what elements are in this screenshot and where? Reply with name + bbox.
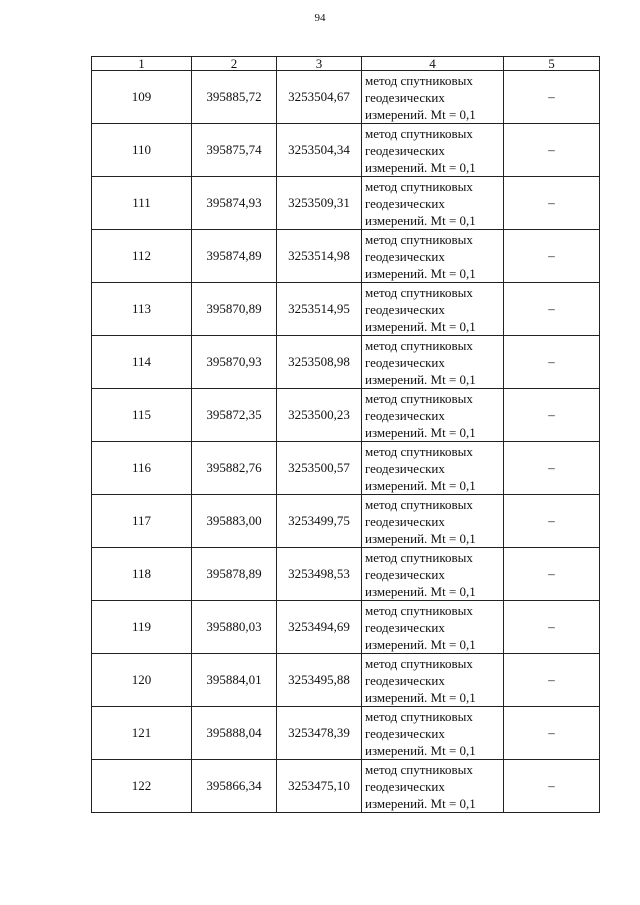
method-cell (362, 230, 504, 283)
method-line: геодезических (365, 619, 445, 635)
point-number-cell: 111 (92, 177, 192, 230)
method-line: измерений. Mt = 0,1 (365, 212, 476, 228)
method-line: геодезических (365, 566, 445, 582)
method-cell (362, 71, 504, 124)
column-header-5: 5 (504, 57, 600, 71)
point-number-cell: 109 (92, 71, 192, 124)
note-cell: – (504, 548, 600, 601)
x-coordinate-cell: 395878,89 (192, 548, 277, 601)
table-row (92, 654, 600, 707)
method-line: геодезических (365, 142, 445, 158)
y-coordinate-cell: 3253500,57 (277, 442, 362, 495)
table-row (92, 760, 600, 813)
method-line: геодезических (365, 248, 445, 264)
table-row (92, 442, 600, 495)
column-header-4: 4 (362, 57, 504, 71)
y-coordinate-cell: 3253499,75 (277, 495, 362, 548)
point-number-cell: 116 (92, 442, 192, 495)
method-line: метод спутниковых (365, 337, 473, 353)
point-number-cell: 119 (92, 601, 192, 654)
note-cell: – (504, 760, 600, 813)
method-line: метод спутниковых (365, 549, 473, 565)
page-number: 94 (314, 12, 326, 24)
y-coordinate-cell: 3253509,31 (277, 177, 362, 230)
method-line: геодезических (365, 778, 445, 794)
y-coordinate-cell: 3253504,67 (277, 71, 362, 124)
method-line: измерений. Mt = 0,1 (365, 636, 476, 652)
method-line: измерений. Mt = 0,1 (365, 265, 476, 281)
y-coordinate-cell: 3253498,53 (277, 548, 362, 601)
x-coordinate-cell: 395866,34 (192, 760, 277, 813)
y-coordinate-cell: 3253508,98 (277, 336, 362, 389)
table-row (92, 389, 600, 442)
method-line: метод спутниковых (365, 178, 473, 194)
method-line: геодезических (365, 195, 445, 211)
method-line: метод спутниковых (365, 655, 473, 671)
table-row (92, 230, 600, 283)
x-coordinate-cell: 395874,93 (192, 177, 277, 230)
method-line: измерений. Mt = 0,1 (365, 371, 476, 387)
note-cell: – (504, 230, 600, 283)
method-line: измерений. Mt = 0,1 (365, 424, 476, 440)
method-cell (362, 601, 504, 654)
note-cell: – (504, 654, 600, 707)
method-line: метод спутниковых (365, 761, 473, 777)
table-row (92, 707, 600, 760)
note-cell: – (504, 442, 600, 495)
point-number-cell: 112 (92, 230, 192, 283)
x-coordinate-cell: 395874,89 (192, 230, 277, 283)
method-line: метод спутниковых (365, 708, 473, 724)
table-row (92, 283, 600, 336)
method-line: метод спутниковых (365, 284, 473, 300)
method-cell (362, 548, 504, 601)
point-number-cell: 114 (92, 336, 192, 389)
x-coordinate-cell: 395870,89 (192, 283, 277, 336)
x-coordinate-cell: 395888,04 (192, 707, 277, 760)
note-cell: – (504, 707, 600, 760)
note-cell: – (504, 71, 600, 124)
point-number-cell: 115 (92, 389, 192, 442)
method-line: измерений. Mt = 0,1 (365, 795, 476, 811)
method-cell (362, 707, 504, 760)
y-coordinate-cell: 3253475,10 (277, 760, 362, 813)
note-cell: – (504, 124, 600, 177)
method-line: метод спутниковых (365, 602, 473, 618)
x-coordinate-cell: 395883,00 (192, 495, 277, 548)
method-line: геодезических (365, 672, 445, 688)
point-number-cell: 113 (92, 283, 192, 336)
note-cell: – (504, 601, 600, 654)
method-line: метод спутниковых (365, 125, 473, 141)
method-line: метод спутниковых (365, 390, 473, 406)
point-number-cell: 110 (92, 124, 192, 177)
method-line: геодезических (365, 513, 445, 529)
method-line: измерений. Mt = 0,1 (365, 742, 476, 758)
column-header-3: 3 (277, 57, 362, 71)
y-coordinate-cell: 3253500,23 (277, 389, 362, 442)
y-coordinate-cell: 3253514,98 (277, 230, 362, 283)
table-body (92, 71, 600, 813)
table-header-row (92, 57, 600, 71)
method-cell (362, 654, 504, 707)
method-line: измерений. Mt = 0,1 (365, 477, 476, 493)
y-coordinate-cell: 3253495,88 (277, 654, 362, 707)
table-row (92, 177, 600, 230)
table-row (92, 71, 600, 124)
y-coordinate-cell: 3253478,39 (277, 707, 362, 760)
method-line: измерений. Mt = 0,1 (365, 689, 476, 705)
note-cell: – (504, 283, 600, 336)
method-line: метод спутниковых (365, 231, 473, 247)
x-coordinate-cell: 395870,93 (192, 336, 277, 389)
method-line: измерений. Mt = 0,1 (365, 159, 476, 175)
coordinates-table (91, 56, 600, 813)
point-number-cell: 121 (92, 707, 192, 760)
method-line: метод спутниковых (365, 443, 473, 459)
method-line: измерений. Mt = 0,1 (365, 530, 476, 546)
method-cell (362, 177, 504, 230)
x-coordinate-cell: 395884,01 (192, 654, 277, 707)
method-line: измерений. Mt = 0,1 (365, 318, 476, 334)
column-header-1: 1 (92, 57, 192, 71)
y-coordinate-cell: 3253494,69 (277, 601, 362, 654)
method-line: геодезических (365, 460, 445, 476)
method-line: геодезических (365, 407, 445, 423)
table-row (92, 601, 600, 654)
method-cell (362, 124, 504, 177)
method-cell (362, 442, 504, 495)
note-cell: – (504, 495, 600, 548)
y-coordinate-cell: 3253504,34 (277, 124, 362, 177)
note-cell: – (504, 336, 600, 389)
method-cell (362, 760, 504, 813)
table-row (92, 336, 600, 389)
x-coordinate-cell: 395880,03 (192, 601, 277, 654)
method-line: геодезических (365, 89, 445, 105)
method-line: геодезических (365, 301, 445, 317)
method-line: геодезических (365, 725, 445, 741)
method-line: геодезических (365, 354, 445, 370)
method-line: метод спутниковых (365, 72, 473, 88)
x-coordinate-cell: 395872,35 (192, 389, 277, 442)
method-line: метод спутниковых (365, 496, 473, 512)
point-number-cell: 118 (92, 548, 192, 601)
note-cell: – (504, 389, 600, 442)
method-cell (362, 336, 504, 389)
method-cell (362, 389, 504, 442)
point-number-cell: 117 (92, 495, 192, 548)
x-coordinate-cell: 395882,76 (192, 442, 277, 495)
x-coordinate-cell: 395875,74 (192, 124, 277, 177)
table-row (92, 124, 600, 177)
point-number-cell: 122 (92, 760, 192, 813)
method-line: измерений. Mt = 0,1 (365, 106, 476, 122)
method-line: измерений. Mt = 0,1 (365, 583, 476, 599)
method-cell (362, 283, 504, 336)
method-cell (362, 495, 504, 548)
column-header-2: 2 (192, 57, 277, 71)
point-number-cell: 120 (92, 654, 192, 707)
y-coordinate-cell: 3253514,95 (277, 283, 362, 336)
x-coordinate-cell: 395885,72 (192, 71, 277, 124)
note-cell: – (504, 177, 600, 230)
table-row (92, 495, 600, 548)
table-row (92, 548, 600, 601)
